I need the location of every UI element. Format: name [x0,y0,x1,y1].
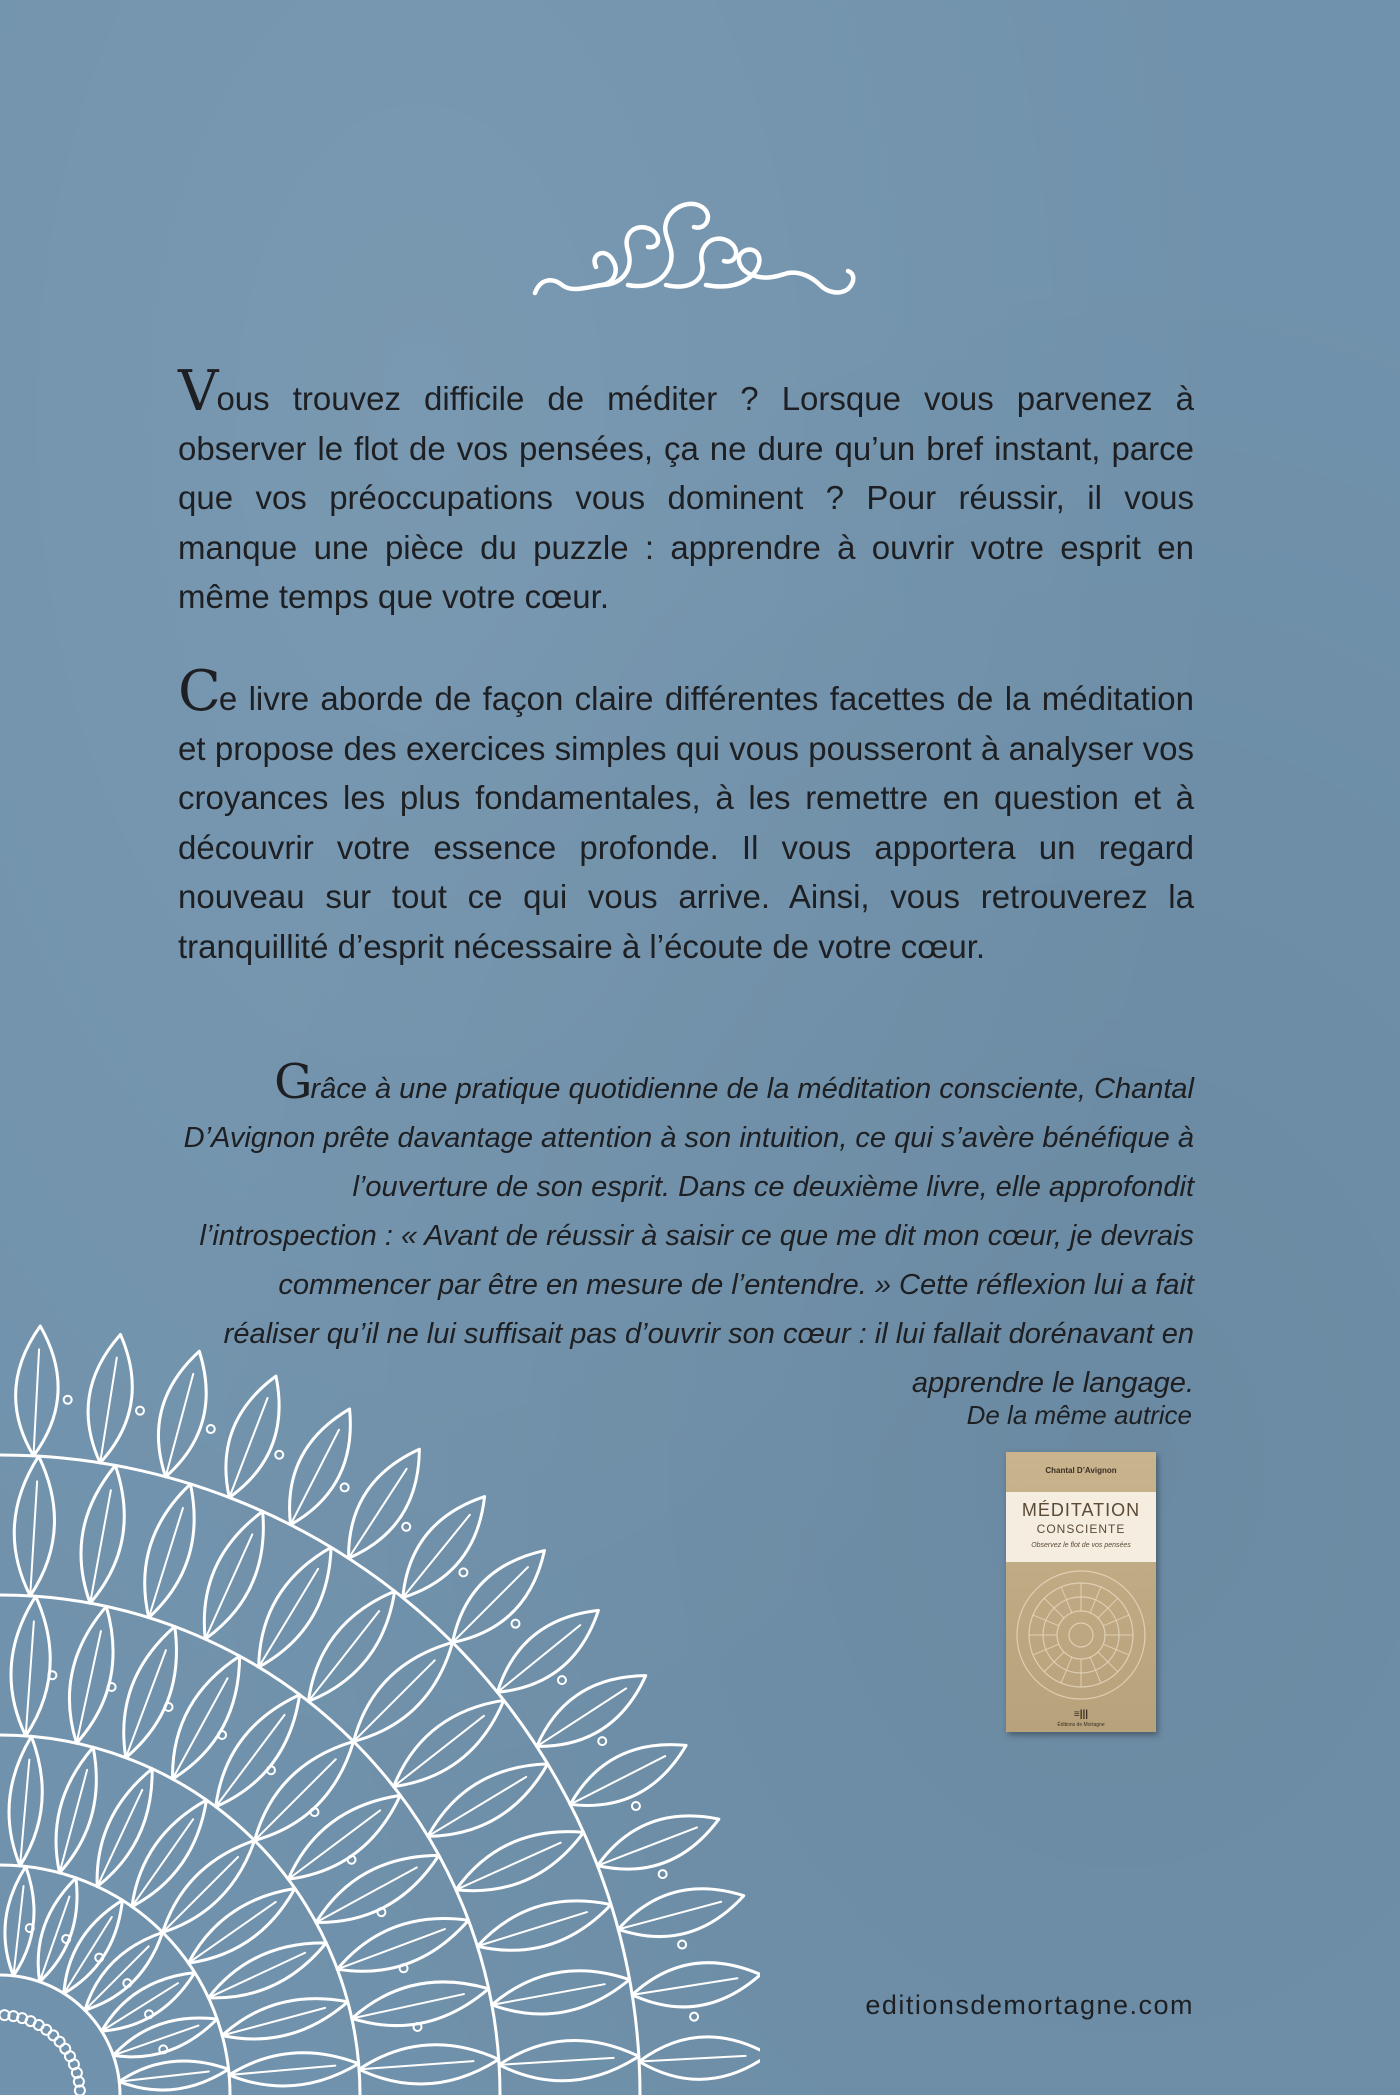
same-author-label: De la même autrice [966,1400,1192,1430]
body-dropcap: C [178,659,219,724]
book-tagline: Observez le flot de vos pensées [1031,1542,1131,1549]
floral-mandala-icon [0,1300,760,2095]
body-text: e livre aborde de façon claire différentes facettes de la méditation et propose des exercices simples qui vous pousseront à analyser vos croyances les plus fondamentales, à les remettre en question et à découvrir votre essence profonde. Il vous apportera un regard nouveau sur tout ce qui vous arrive. Ainsi, vous retrouverez la tranquillité d’esprit nécessaire à l’écoute de votre cœur. [178,680,1194,965]
book-mandala-icon [1011,1570,1151,1700]
body-paragraph [178,659,1194,971]
intro-dropcap: V [178,359,217,424]
publisher-logo-icon: ≡||| [1073,1709,1089,1720]
book-title: MÉDITATION [1021,1500,1141,1520]
intro-text: ous trouvez difficile de méditer ? Lorsque vous parvenez à observer le flot de vos pensées, ça ne dure qu’un bref instant, parce que vos préoccupations vous dominent ? Pour réussir, il vous manque une pièce du puzzle : apprendre à ouvrir votre esprit en même temps que votre cœur. [178,380,1194,615]
intro-paragraph [178,359,1194,622]
book-subtitle: CONSCIENTE [1036,1522,1126,1536]
publisher-website[interactable]: editionsdemortagne.com [865,1990,1194,2020]
book-publisher: Éditions de Mortagne [1057,1722,1105,1728]
book-author: Chantal D’Avignon [1045,1466,1117,1475]
author-bio-dropcap: G [274,1054,311,1110]
swirl-flourish-icon [530,185,860,310]
author-bio-text: râce à une pratique quotidienne de la méditation consciente, Chantal D’Avignon prête davantage attention à son intuition, ce qui s’avère bénéfique à l’ouverture de son esprit. Dans ce deuxième livre, elle approfondit l’introspection : « Avant de réussir à saisir ce que me dit mon cœur, je devrais commencer par être en mesure de l’entendre. » Cette réflexion lui a fait réaliser qu’il ne lui suffisait pas d’ouvrir son cœur : il lui fallait dorénavant en apprendre le langage. [183,1073,1194,1399]
book-cover-thumbnail[interactable] [1006,1452,1156,1732]
